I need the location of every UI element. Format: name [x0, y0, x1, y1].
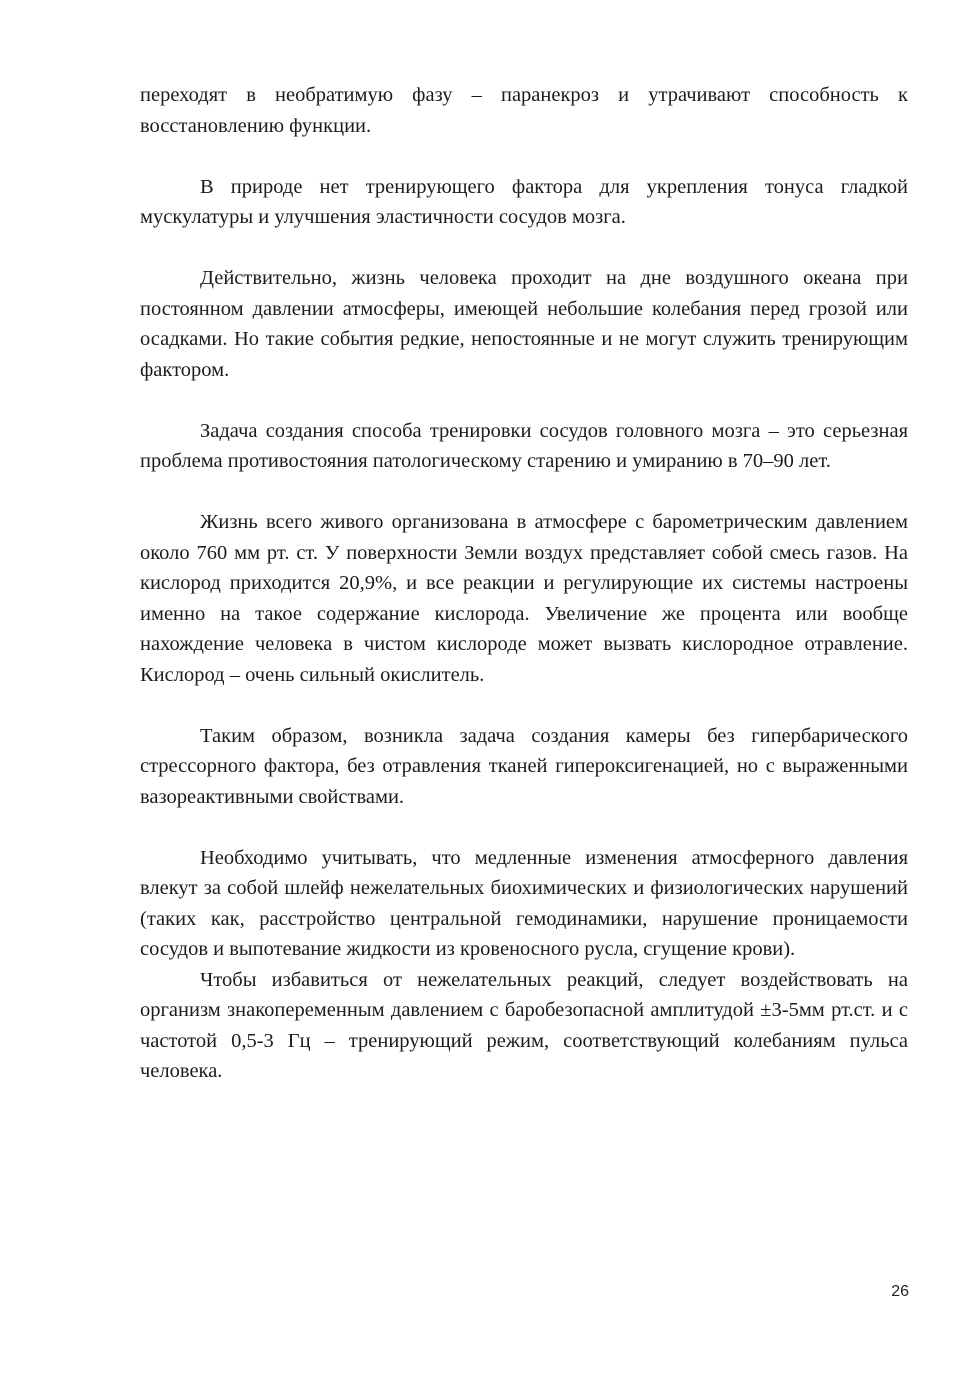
paragraph-training-factor: В природе нет тренирующего фактора для укрепления тонуса гладкой мускулатуры и улучшения эластичности сосудов мозга.: [140, 175, 908, 228]
paragraph-chamber-task: Таким образом, возникла задача создания камеры без гипербарического стрессорного фактора, без отравления тканей гипероксигенацией, но с выраженными вазореактивными свойствами.: [140, 724, 908, 808]
page-number: 26: [891, 1283, 909, 1300]
paragraph-continuation: переходят в необратимую фазу – паранекроз и утрачивают способность к восстановлению функции.: [140, 84, 908, 137]
paragraph-oxygen: Жизнь всего живого организована в атмосфере с барометрическим давлением около 760 мм рт. ст. У поверхности Земли воздух представляет собой смесь газов. На кислород приходится 20,9%, и все реакции и регулирующие их системы настроены именно на такое содержание кислорода. Увеличение же процента или вообще нахождение человека в чистом кислороде может вызвать кислородное отравление. Кислород – очень сильный окислитель.: [140, 511, 908, 686]
paragraph-atmosphere-pressure: Действительно, жизнь человека проходит на дне воздушного океана при постоянном давлении атмосферы, имеющей небольшие колебания перед грозой или осадками. Но такие события редкие, непостоянные и не могут служить тренирующим фактором.: [140, 267, 908, 381]
paragraph-pressure-changes: Необходимо учитывать, что медленные изменения атмосферного давления влекут за собой шлейф нежелательных биохимических и физиологических нарушений (таких как, расстройство центральной гемодинамики, нарушение проницаемости сосудов и выпотевание жидкости из кровеносного русла, сгущение крови).: [140, 846, 908, 960]
paragraph-aging-problem: Задача создания способа тренировки сосудов головного мозга – это серьезная проблема противостояния патологическому старению и умиранию в 70–90 лет.: [140, 419, 908, 472]
paragraph-training-mode: Чтобы избавиться от нежелательных реакций, следует воздействовать на организм знакопеременным давлением с баробезопасной амплитудой ±3-5мм рт.ст. и с частотой 0,5-3 Гц – тренирующий режим, соответствующий колебаниям пульса человека.: [140, 968, 908, 1082]
page-content: [140, 80, 908, 1087]
